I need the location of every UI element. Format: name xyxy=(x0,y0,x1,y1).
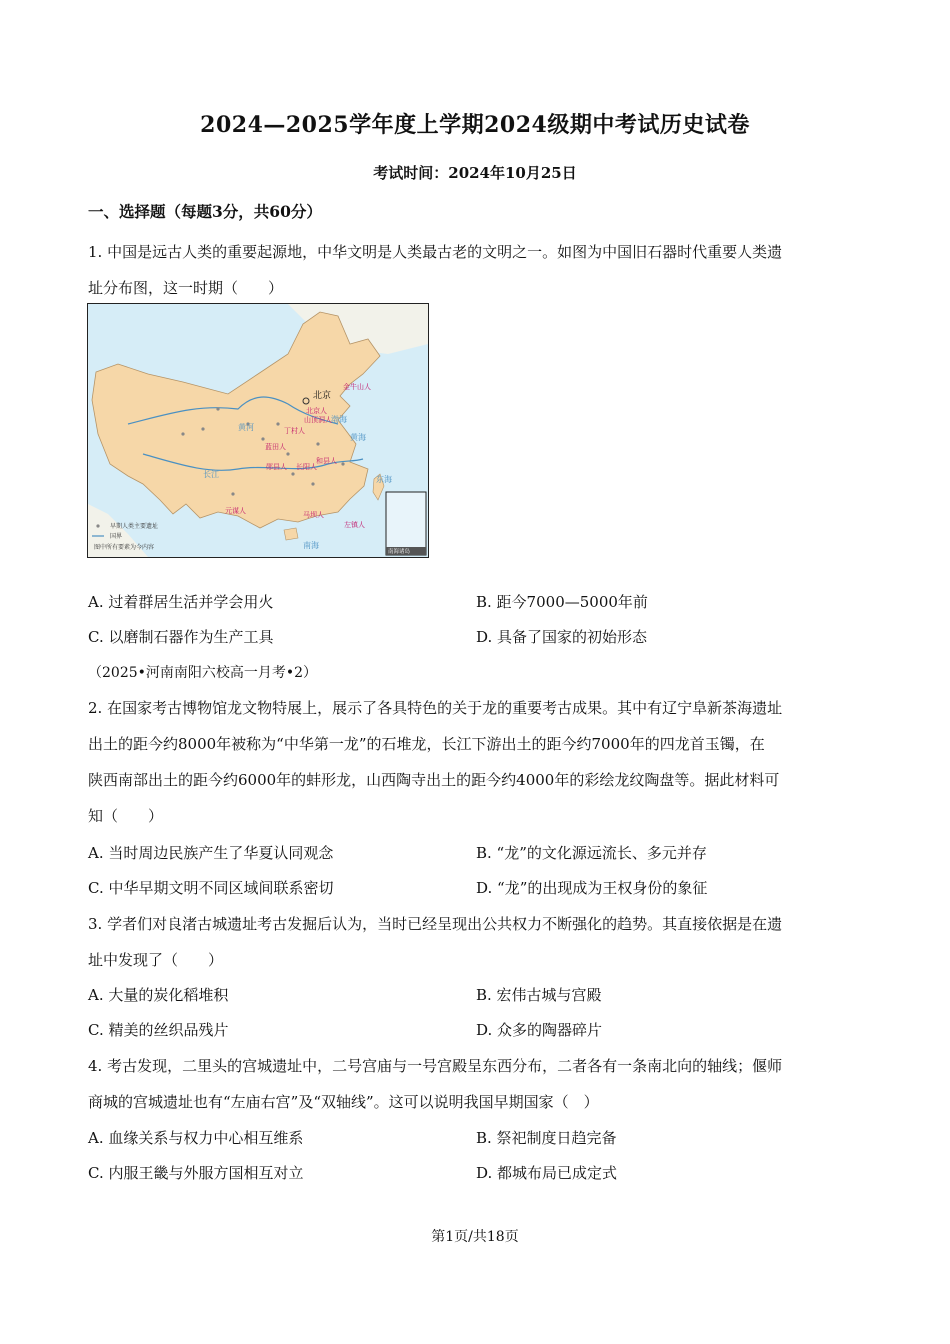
q2-option-c: C. 中华早期文明不同区域间联系密切 xyxy=(88,879,334,897)
stem-line: 址分布图，这一时期（ ） xyxy=(88,279,284,297)
stem-line: 3. 学者们对良渚古城遗址考古发掘后认为，当时已经呈现出公共权力不断强化的趋势。其直接依据是在遗 xyxy=(88,915,783,933)
sea-label: 东海 xyxy=(376,475,392,484)
site-label: 金牛山人 xyxy=(343,383,371,391)
site-label: 蓝田人 xyxy=(265,443,286,451)
q3-option-a: A. 大量的炭化稻堆积 xyxy=(88,986,229,1004)
inset-label: 南海诸岛 xyxy=(388,549,411,555)
river-label: 长江 xyxy=(203,470,219,479)
stem-line: 4. 考古发现，二里头的宫城遗址中，二号宫庙与一号宫殿呈东西分布，二者各有一条南北向的轴线；偃师 xyxy=(88,1057,783,1075)
site-label: 长阳人 xyxy=(296,463,317,471)
site-label: 和县人 xyxy=(316,457,337,465)
q3-option-b: B. 宏伟古城与宫殿 xyxy=(476,986,602,1004)
page-footer: 第1页/共18页 xyxy=(431,1229,519,1245)
q4-option-c: C. 内服王畿与外服方国相互对立 xyxy=(88,1164,304,1182)
river-label: 黄河 xyxy=(238,423,254,432)
stem-line: 2. 在国家考古博物馆龙文物特展上，展示了各具特色的关于龙的重要考古成果。其中有辽宁阜新茶海遗址 xyxy=(88,699,783,717)
site-label: 山顶洞人 xyxy=(304,416,332,424)
sea-label: 南海 xyxy=(303,541,319,550)
q3-option-d: D. 众多的陶器碎片 xyxy=(476,1021,603,1039)
question-4-stem xyxy=(88,1048,863,1120)
site-label: 元谋人 xyxy=(225,507,246,515)
hainan xyxy=(284,528,298,540)
legend-label: 图中所有要素为今内容 xyxy=(94,544,155,551)
exam-time: 考试时间：2024年10月25日 xyxy=(373,164,577,182)
stem-line: 知（ ） xyxy=(88,807,164,825)
stem-line: 址中发现了（ ） xyxy=(88,951,224,969)
legend-dot xyxy=(96,524,99,527)
q1-option-a: A. 过着群居生活并学会用火 xyxy=(88,593,274,611)
q1-option-c: C. 以磨制石器作为生产工具 xyxy=(88,628,274,646)
q4-option-b: B. 祭祀制度日趋完备 xyxy=(476,1129,617,1147)
section-title: 一、选择题（每题3分，共60分） xyxy=(88,202,322,221)
question-2-stem xyxy=(88,690,863,834)
stem-line: 1. 中国是远古人类的重要起源地，中华文明是人类最古老的文明之一。如图为中国旧石器时代重要人类遗 xyxy=(88,243,783,261)
legend-label: 早期人类主要遗址 xyxy=(110,523,159,530)
map-svg xyxy=(88,304,428,557)
question-1-stem xyxy=(88,234,863,306)
q4-option-a: A. 血缘关系与权力中心相互维系 xyxy=(88,1129,304,1147)
question-3-stem xyxy=(88,906,863,978)
q2-option-d: D. “龙”的出现成为王权身份的象征 xyxy=(476,879,708,897)
q4-option-d: D. 都城布局已成定式 xyxy=(476,1164,618,1182)
south-sea-inset xyxy=(386,492,426,555)
q1-option-d: D. 具备了国家的初始形态 xyxy=(476,628,648,646)
stem-line: 出土的距今约8000年被称为“中华第一龙”的石堆龙，长江下游出土的距今约7000年的四龙首玉镯，在 xyxy=(88,735,765,753)
sea-label: 黄海 xyxy=(350,433,366,442)
stem-line: 商城的宫城遗址也有“左庙右宫”及“双轴线”。这可以说明我国早期国家（ ） xyxy=(88,1093,599,1111)
legend-label: 国界 xyxy=(110,533,123,540)
q2-option-a: A. 当时周边民族产生了华夏认同观念 xyxy=(88,844,334,862)
q1-option-b: B. 距今7000—5000年前 xyxy=(476,593,648,611)
q2-option-b: B. “龙”的文化源远流长、多元并存 xyxy=(476,844,707,862)
site-label: 左镇人 xyxy=(344,521,365,529)
capital-label: 北京 xyxy=(313,391,332,401)
site-label: 马坝人 xyxy=(303,511,324,519)
stem-line: 陕西南部出土的距今约6000年的蚌形龙，山西陶寺出土的距今约4000年的彩绘龙纹陶盘等。据此材料可 xyxy=(88,771,780,789)
page-title: 2024—2025学年度上学期2024级期中考试历史试卷 xyxy=(200,112,750,138)
sea-label: 渤海 xyxy=(331,415,347,424)
q1-source: （2025•河南南阳六校高一月考•2） xyxy=(88,665,318,681)
site-label: 郧县人 xyxy=(266,463,287,471)
paleolithic-sites-map xyxy=(87,303,429,558)
site-label: 北京人 xyxy=(306,407,327,415)
site-label: 丁村人 xyxy=(284,427,305,435)
q3-option-c: C. 精美的丝织品残片 xyxy=(88,1021,229,1039)
